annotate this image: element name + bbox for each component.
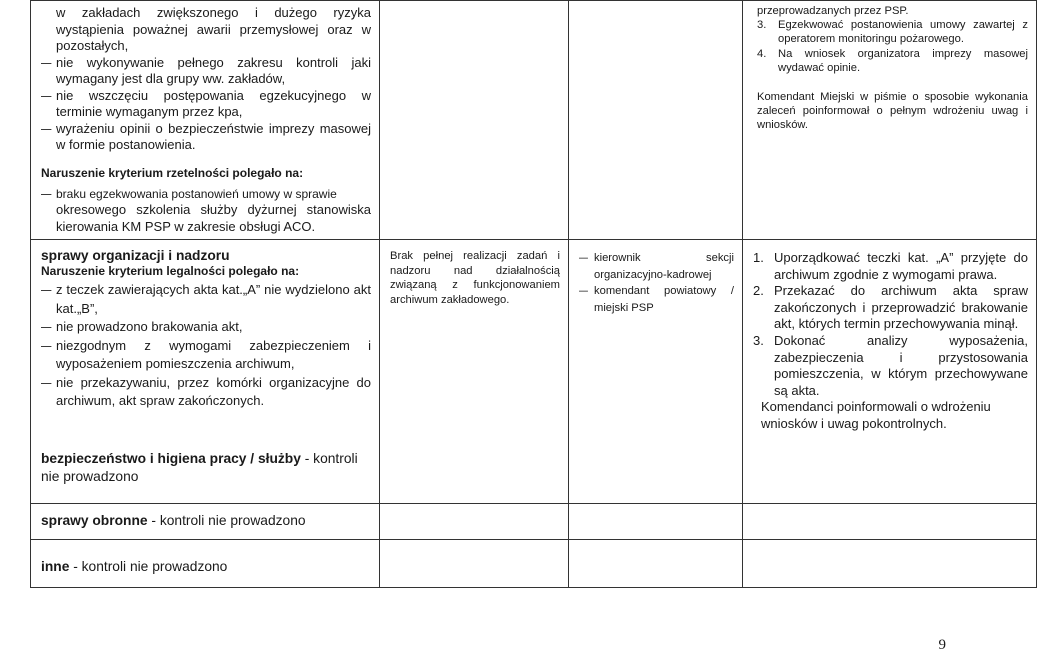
row2-recommendations-cell: [743, 240, 1037, 504]
section-status: - kontroli nie prowadzono: [147, 513, 306, 528]
section-heading: Naruszenie kryterium rzetelności polegało na:: [41, 165, 304, 180]
list-item: okresowego szkolenia służby dyżurnej stanowiska kierowania KM PSP w zakresie obsługi ACO.: [56, 202, 371, 234]
list-item: — nie wszczęciu postępowania egzekucyjnego w terminie wymaganym przez kpa,: [41, 88, 371, 121]
section-title: sprawy organizacji i nadzoru: [41, 248, 230, 263]
item-text: Uporządkować teczki kat. „A” przyjęte do archiwum zgodnie z wymogami prawa.: [774, 250, 1028, 282]
section-label: sprawy obronne: [41, 513, 148, 528]
item-text: Na wniosek organizatora imprezy masowej wydawać opinie.: [778, 47, 1028, 74]
bhp-note: [41, 450, 371, 486]
list-item: — nie wykonywanie pełnego zakresu kontroli jaki wymagany jest dla grupy ww. zakładów,: [41, 55, 371, 88]
implementation-note: Komendant Miejski w piśmie o sposobie wykonania zaleceń poinformował o pełnym wdrożeniu uwag i wniosków.: [757, 91, 1028, 132]
table-row: [31, 240, 1037, 504]
list-item-text: braku egzekwowania postanowień umowy w sprawie: [56, 186, 337, 201]
list-item: — komendant powiatowy / miejski PSP: [579, 283, 734, 316]
list-item: — z teczek zawierających akta kat.„A” nie wydzielono akt kat.„B”,: [41, 281, 371, 318]
list-item: [753, 18, 1028, 46]
list-item: w zakładach zwiększonego i dużego ryzyka wystąpienia poważnej awarii przemysłowej oraz w pozostałych,: [56, 5, 371, 53]
list-item: — niezgodnym z wymogami zabezpieczeniem i wyposażeniem pomieszczenia archiwum,: [41, 337, 371, 374]
row1-recommendations-cell: [743, 1, 1037, 240]
item-number: 3.: [753, 332, 764, 348]
row2-responsible-cell: [569, 240, 743, 504]
item-text: Przekazać do archiwum akta spraw zakończonych i przeprowadzić brakowanie akt, których termin przechowywania minął.: [774, 283, 1028, 332]
list-item: [753, 47, 1028, 75]
list-item: — kierownik sekcji organizacyjno-kadrowej: [579, 250, 734, 283]
list-item: [41, 186, 371, 203]
table-row: [31, 504, 1037, 540]
row4-col2-cell: [380, 540, 569, 588]
list-item: — wyrażeniu opinii o bezpieczeństwie imprezy masowej w formie postanowienia.: [41, 121, 371, 154]
list-item: [753, 333, 1028, 399]
section-status: - kontroli nie prowadzono: [69, 559, 228, 574]
row3-col2-cell: [380, 504, 569, 540]
row2-findings-cell: [31, 240, 380, 504]
item-text: Egzekwować postanowienia umowy zawartej z operatorem monitoringu pożarowego.: [778, 19, 1028, 46]
row1-col3-cell: [569, 1, 743, 240]
row2-issue-cell: [380, 240, 569, 504]
row4-col4-cell: [743, 540, 1037, 588]
issue-text: Brak pełnej realizacji zadań i nadzoru nad działalnością związaną z funkcjonowaniem archiwum zakładowego.: [390, 250, 560, 306]
item-number: 4.: [757, 47, 767, 60]
bhp-label: bezpieczeństwo i higiena pracy / służby: [41, 451, 301, 466]
table-row: [31, 540, 1037, 588]
section-heading: Naruszenie kryterium legalności polegało na:: [41, 264, 300, 278]
section-label: inne: [41, 559, 70, 574]
recommendation-list: [753, 250, 1028, 399]
item-number: 2.: [753, 283, 764, 299]
list-item: — nie przekazywaniu, przez komórki organizacyjne do archiwum, akt spraw zakończonych.: [41, 374, 371, 411]
item-number: 3.: [757, 19, 767, 32]
row1-findings-cell: [31, 1, 380, 240]
row4-col3-cell: [569, 540, 743, 588]
row3-col3-cell: [569, 504, 743, 540]
recommendation-list: [753, 18, 1028, 75]
row2-legalnosc-list: [41, 281, 371, 411]
implementation-note: Komendanci poinformowali o wdrożeniu wniosków i uwag pokontrolnych.: [761, 399, 991, 431]
row3-col4-cell: [743, 504, 1037, 540]
table-row: [31, 1, 1037, 240]
responsible-list: [579, 250, 734, 316]
item-text: Dokonać analizy wyposażenia, zabezpieczenia i przystosowania pomieszczenia, w którym przechowywane są akta.: [774, 332, 1028, 398]
row3-cell: [31, 504, 380, 540]
bhp-status: - kontroli nie prowadzono: [41, 451, 358, 484]
row1-findings-list: [41, 5, 371, 154]
list-item: [753, 283, 1028, 333]
row1-col2-cell: [380, 1, 569, 240]
page-number: 9: [938, 637, 946, 653]
item-number: 1.: [753, 250, 764, 265]
list-item: [753, 250, 1028, 283]
list-item: — nie prowadzono brakowania akt,: [41, 318, 371, 337]
recommendation-lead: przeprowadzanych przez PSP.: [757, 5, 909, 17]
row4-cell: [31, 540, 380, 588]
row1-rzetelnosc-list: [41, 186, 371, 236]
audit-table: [30, 0, 1037, 588]
